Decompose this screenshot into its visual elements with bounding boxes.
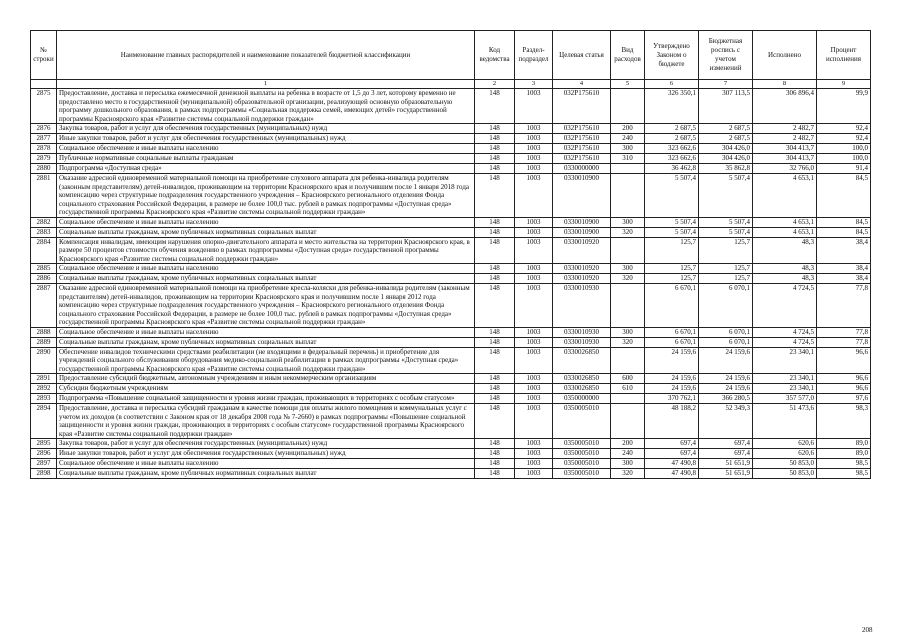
budget-list-amount: 6 070,1 bbox=[699, 327, 753, 337]
execution-percent: 92,4 bbox=[817, 124, 871, 134]
executed-amount: 48,3 bbox=[753, 274, 817, 284]
document-page bbox=[30, 30, 870, 479]
section-code: 1003 bbox=[515, 124, 553, 134]
row-name: Предоставление, доставка и пересылка ежемесячной денежной выплаты на ребенка в возрасте от 1,5 до 3 лет, которому временно не предоставлено место в государственной (муниципальной) образовательной организации, реализующей основную образовательную программу дошкольного образования, в рамках подпрограммы «Социальная поддержка семей, имеющих детей» государственной программы Красноярского края «Развитие системы социальной поддержки граждан» bbox=[57, 89, 475, 124]
budget-list-amount: 52 349,3 bbox=[699, 404, 753, 439]
row-number: 2891 bbox=[31, 374, 57, 384]
row-name: Социальные выплаты гражданам, кроме публичных нормативных социальных выплат bbox=[57, 274, 475, 284]
executed-amount: 2 482,7 bbox=[753, 134, 817, 144]
executed-amount: 306 896,4 bbox=[753, 89, 817, 124]
row-name: Оказание адресной единовременной материальной помощи на приобретение кресла-коляски для ребенка-инвалида родителям (законным представителям) детей-инвалидов, проживающим на территории Красноярского края и получившим после 1 января 2012 года компенсацию через структурные подразделения государственного учреждения – Красноярского регионального отделения Фонда социального страхования Российской Федерации, в размере не более 100,0 тыс. рублей в рамках подпрограммы «Доступная среда» государственной программы Красноярского края «Развитие системы социальной поддержки граждан» bbox=[57, 284, 475, 328]
row-number: 2886 bbox=[31, 274, 57, 284]
expense-type: 300 bbox=[611, 217, 645, 227]
col-number: 2 bbox=[475, 80, 515, 89]
table-row bbox=[31, 144, 871, 154]
expense-type: 320 bbox=[611, 227, 645, 237]
department-code: 148 bbox=[475, 439, 515, 449]
row-name: Иные закупки товаров, работ и услуг для обеспечения государственных (муниципальных) нужд bbox=[57, 449, 475, 459]
expense-type: 320 bbox=[611, 337, 645, 347]
execution-percent: 38,4 bbox=[817, 274, 871, 284]
col-header-row-number: № строки bbox=[31, 31, 57, 80]
expense-type: 300 bbox=[611, 144, 645, 154]
col-header-approved: Утверждено Законом о бюджете bbox=[645, 31, 699, 80]
section-code: 1003 bbox=[515, 174, 553, 218]
approved-amount: 24 159,6 bbox=[645, 384, 699, 394]
target-article: 0330010900 bbox=[553, 174, 611, 218]
row-name: Предоставление, доставка и пересылка субсидий гражданам в качестве помощи для оплаты жилого помещения и коммунальных услуг с учетом их доходов (в соответствии с Законом края от 18 декабря 2008 года № 7-2660) в рамках подпрограммы «Повышение социальной защищенности и уровня жизни граждан, проживающих в территориях с особым статусом» государственной программы Красноярского края «Развитие системы социальной поддержки граждан» bbox=[57, 404, 475, 439]
section-code: 1003 bbox=[515, 327, 553, 337]
budget-list-amount: 307 113,5 bbox=[699, 89, 753, 124]
expense-type bbox=[611, 174, 645, 218]
row-number: 2881 bbox=[31, 174, 57, 218]
row-name: Обеспечение инвалидов техническими средствами реабилитации (не входящими в федеральный перечень) и приобретение для учреждений социального обслуживания оборудования медико-социальной реабилитации в рамках подпрограммы «Доступная среда» государственной программы Красноярского края «Развитие системы социальной поддержки граждан» bbox=[57, 347, 475, 374]
executed-amount: 2 482,7 bbox=[753, 124, 817, 134]
expense-type: 240 bbox=[611, 134, 645, 144]
department-code: 148 bbox=[475, 264, 515, 274]
table-row bbox=[31, 449, 871, 459]
row-name: Социальное обеспечение и иные выплаты населению bbox=[57, 327, 475, 337]
col-number: 4 bbox=[553, 80, 611, 89]
executed-amount: 51 473,6 bbox=[753, 404, 817, 439]
expense-type bbox=[611, 347, 645, 374]
expense-type bbox=[611, 89, 645, 124]
target-article: 0350005010 bbox=[553, 404, 611, 439]
execution-percent: 89,0 bbox=[817, 449, 871, 459]
budget-list-amount: 5 507,4 bbox=[699, 217, 753, 227]
target-article: 032Р175610 bbox=[553, 89, 611, 124]
page-number: 208 bbox=[862, 626, 873, 634]
expense-type: 600 bbox=[611, 374, 645, 384]
department-code: 148 bbox=[475, 394, 515, 404]
row-name: Социальное обеспечение и иные выплаты населению bbox=[57, 264, 475, 274]
target-article: 032Р175610 bbox=[553, 134, 611, 144]
table-row bbox=[31, 394, 871, 404]
row-name: Социальные выплаты гражданам, кроме публичных нормативных социальных выплат bbox=[57, 469, 475, 479]
executed-amount: 304 413,7 bbox=[753, 144, 817, 154]
section-code: 1003 bbox=[515, 347, 553, 374]
execution-percent: 100,0 bbox=[817, 144, 871, 154]
budget-list-amount: 366 280,5 bbox=[699, 394, 753, 404]
target-article: 0330010920 bbox=[553, 237, 611, 264]
section-code: 1003 bbox=[515, 227, 553, 237]
department-code: 148 bbox=[475, 89, 515, 124]
execution-percent: 84,5 bbox=[817, 227, 871, 237]
section-code: 1003 bbox=[515, 154, 553, 164]
execution-percent: 98,5 bbox=[817, 469, 871, 479]
col-header-department-code: Код ведомства bbox=[475, 31, 515, 80]
col-header-expense-type: Вид расходов bbox=[611, 31, 645, 80]
department-code: 148 bbox=[475, 284, 515, 328]
execution-percent: 38,4 bbox=[817, 237, 871, 264]
budget-list-amount: 51 651,9 bbox=[699, 469, 753, 479]
col-number: 6 bbox=[645, 80, 699, 89]
budget-list-amount: 51 651,9 bbox=[699, 459, 753, 469]
target-article: 0350000000 bbox=[553, 394, 611, 404]
execution-percent: 96,6 bbox=[817, 374, 871, 384]
target-article: 0330010920 bbox=[553, 264, 611, 274]
executed-amount: 32 766,0 bbox=[753, 164, 817, 174]
col-header-executed: Исполнено bbox=[753, 31, 817, 80]
expense-type bbox=[611, 164, 645, 174]
col-number bbox=[31, 80, 57, 89]
row-name: Подпрограмма «Доступная среда» bbox=[57, 164, 475, 174]
col-number: 3 bbox=[515, 80, 553, 89]
section-code: 1003 bbox=[515, 284, 553, 328]
target-article: 0350005010 bbox=[553, 469, 611, 479]
row-number: 2876 bbox=[31, 124, 57, 134]
row-number: 2896 bbox=[31, 449, 57, 459]
expense-type: 320 bbox=[611, 469, 645, 479]
executed-amount: 4 653,1 bbox=[753, 217, 817, 227]
approved-amount: 47 490,8 bbox=[645, 469, 699, 479]
row-number: 2877 bbox=[31, 134, 57, 144]
row-name: Предоставление субсидий бюджетным, автономным учреждениям и иным некоммерческим организациям bbox=[57, 374, 475, 384]
executed-amount: 23 340,1 bbox=[753, 384, 817, 394]
col-number: 7 bbox=[699, 80, 753, 89]
execution-percent: 96,6 bbox=[817, 384, 871, 394]
col-number: 9 bbox=[817, 80, 871, 89]
execution-percent: 77,8 bbox=[817, 327, 871, 337]
header-number-row bbox=[31, 80, 871, 89]
target-article: 032Р175610 bbox=[553, 154, 611, 164]
department-code: 148 bbox=[475, 347, 515, 374]
row-number: 2882 bbox=[31, 217, 57, 227]
approved-amount: 5 507,4 bbox=[645, 227, 699, 237]
approved-amount: 323 662,6 bbox=[645, 144, 699, 154]
table-row bbox=[31, 174, 871, 218]
row-number: 2897 bbox=[31, 459, 57, 469]
row-number: 2893 bbox=[31, 394, 57, 404]
expense-type bbox=[611, 237, 645, 264]
department-code: 148 bbox=[475, 124, 515, 134]
approved-amount: 24 159,6 bbox=[645, 347, 699, 374]
executed-amount: 4 724,5 bbox=[753, 327, 817, 337]
executed-amount: 4 724,5 bbox=[753, 337, 817, 347]
section-code: 1003 bbox=[515, 237, 553, 264]
row-name: Социальные выплаты гражданам, кроме публичных нормативных социальных выплат bbox=[57, 227, 475, 237]
expense-type: 200 bbox=[611, 124, 645, 134]
row-name: Субсидии бюджетным учреждениям bbox=[57, 384, 475, 394]
execution-percent: 97,6 bbox=[817, 394, 871, 404]
department-code: 148 bbox=[475, 404, 515, 439]
budget-list-amount: 2 687,5 bbox=[699, 124, 753, 134]
row-number: 2887 bbox=[31, 284, 57, 328]
col-number: 1 bbox=[57, 80, 475, 89]
department-code: 148 bbox=[475, 274, 515, 284]
executed-amount: 620,6 bbox=[753, 449, 817, 459]
row-name: Социальное обеспечение и иные выплаты населению bbox=[57, 217, 475, 227]
table-row bbox=[31, 124, 871, 134]
target-article: 0330026850 bbox=[553, 374, 611, 384]
row-name: Компенсация инвалидам, имеющим нарушения опорно-двигательного аппарата и место жительства на территории Красноярского края, в размере 50 процентов стоимости обучения вождению в рамках подпрограммы «Доступная среда» государственной программы Красноярского края «Развитие системы социальной поддержки граждан» bbox=[57, 237, 475, 264]
row-name: Социальные выплаты гражданам, кроме публичных нормативных социальных выплат bbox=[57, 337, 475, 347]
approved-amount: 47 490,8 bbox=[645, 459, 699, 469]
expense-type bbox=[611, 404, 645, 439]
row-name: Публичные нормативные социальные выплаты гражданам bbox=[57, 154, 475, 164]
section-code: 1003 bbox=[515, 164, 553, 174]
target-article: 0330010920 bbox=[553, 274, 611, 284]
approved-amount: 323 662,6 bbox=[645, 154, 699, 164]
executed-amount: 48,3 bbox=[753, 237, 817, 264]
expense-type bbox=[611, 284, 645, 328]
row-number: 2879 bbox=[31, 154, 57, 164]
approved-amount: 697,4 bbox=[645, 449, 699, 459]
table-row bbox=[31, 154, 871, 164]
executed-amount: 357 577,0 bbox=[753, 394, 817, 404]
row-number: 2888 bbox=[31, 327, 57, 337]
header-row bbox=[31, 31, 871, 80]
expense-type: 300 bbox=[611, 459, 645, 469]
department-code: 148 bbox=[475, 154, 515, 164]
approved-amount: 326 350,1 bbox=[645, 89, 699, 124]
row-number: 2894 bbox=[31, 404, 57, 439]
section-code: 1003 bbox=[515, 274, 553, 284]
department-code: 148 bbox=[475, 237, 515, 264]
budget-list-amount: 304 426,0 bbox=[699, 154, 753, 164]
target-article: 0330010930 bbox=[553, 327, 611, 337]
department-code: 148 bbox=[475, 327, 515, 337]
expense-type: 200 bbox=[611, 439, 645, 449]
target-article: 0330010930 bbox=[553, 337, 611, 347]
executed-amount: 4 653,1 bbox=[753, 227, 817, 237]
section-code: 1003 bbox=[515, 384, 553, 394]
budget-list-amount: 697,4 bbox=[699, 449, 753, 459]
execution-percent: 96,6 bbox=[817, 347, 871, 374]
budget-list-amount: 24 159,6 bbox=[699, 347, 753, 374]
table-row bbox=[31, 164, 871, 174]
table-body bbox=[31, 89, 871, 479]
target-article: 0350005010 bbox=[553, 459, 611, 469]
row-name: Закупка товаров, работ и услуг для обеспечения государственных (муниципальных) нужд bbox=[57, 439, 475, 449]
table-row bbox=[31, 469, 871, 479]
row-number: 2883 bbox=[31, 227, 57, 237]
table-row bbox=[31, 374, 871, 384]
budget-list-amount: 6 070,1 bbox=[699, 337, 753, 347]
executed-amount: 48,3 bbox=[753, 264, 817, 274]
execution-percent: 98,3 bbox=[817, 404, 871, 439]
approved-amount: 370 762,1 bbox=[645, 394, 699, 404]
row-number: 2890 bbox=[31, 347, 57, 374]
execution-percent: 91,4 bbox=[817, 164, 871, 174]
row-number: 2892 bbox=[31, 384, 57, 394]
target-article: 0330026850 bbox=[553, 347, 611, 374]
table-row bbox=[31, 264, 871, 274]
budget-table bbox=[30, 30, 871, 479]
col-number: 8 bbox=[753, 80, 817, 89]
executed-amount: 50 853,0 bbox=[753, 469, 817, 479]
target-article: 0330026850 bbox=[553, 384, 611, 394]
row-number: 2875 bbox=[31, 89, 57, 124]
section-code: 1003 bbox=[515, 337, 553, 347]
department-code: 148 bbox=[475, 164, 515, 174]
section-code: 1003 bbox=[515, 469, 553, 479]
department-code: 148 bbox=[475, 217, 515, 227]
approved-amount: 48 188,2 bbox=[645, 404, 699, 439]
approved-amount: 36 462,8 bbox=[645, 164, 699, 174]
col-header-target-article: Целевая статья bbox=[553, 31, 611, 80]
table-row bbox=[31, 217, 871, 227]
budget-list-amount: 125,7 bbox=[699, 237, 753, 264]
row-number: 2895 bbox=[31, 439, 57, 449]
target-article: 0330000000 bbox=[553, 164, 611, 174]
approved-amount: 6 670,1 bbox=[645, 327, 699, 337]
budget-list-amount: 24 159,6 bbox=[699, 384, 753, 394]
approved-amount: 6 670,1 bbox=[645, 337, 699, 347]
department-code: 148 bbox=[475, 144, 515, 154]
section-code: 1003 bbox=[515, 404, 553, 439]
executed-amount: 304 413,7 bbox=[753, 154, 817, 164]
table-row bbox=[31, 337, 871, 347]
approved-amount: 125,7 bbox=[645, 274, 699, 284]
target-article: 032Р175610 bbox=[553, 124, 611, 134]
target-article: 0350005010 bbox=[553, 449, 611, 459]
col-header-name: Наименование главных распорядителей и наименование показателей бюджетной классификации bbox=[57, 31, 475, 80]
execution-percent: 84,5 bbox=[817, 174, 871, 218]
row-number: 2885 bbox=[31, 264, 57, 274]
row-name: Подпрограмма «Повышение социальной защищенности и уровня жизни граждан, проживающих в территориях с особым статусом» bbox=[57, 394, 475, 404]
budget-list-amount: 5 507,4 bbox=[699, 174, 753, 218]
row-number: 2898 bbox=[31, 469, 57, 479]
row-number: 2878 bbox=[31, 144, 57, 154]
budget-list-amount: 125,7 bbox=[699, 274, 753, 284]
execution-percent: 77,8 bbox=[817, 284, 871, 328]
row-name: Иные закупки товаров, работ и услуг для обеспечения государственных (муниципальных) нужд bbox=[57, 134, 475, 144]
department-code: 148 bbox=[475, 174, 515, 218]
target-article: 0330010900 bbox=[553, 227, 611, 237]
approved-amount: 2 687,5 bbox=[645, 134, 699, 144]
table-row bbox=[31, 459, 871, 469]
section-code: 1003 bbox=[515, 374, 553, 384]
col-number: 5 bbox=[611, 80, 645, 89]
col-header-percent: Процент исполнения bbox=[817, 31, 871, 80]
table-row bbox=[31, 134, 871, 144]
execution-percent: 92,4 bbox=[817, 134, 871, 144]
table-row bbox=[31, 284, 871, 328]
row-name: Социальное обеспечение и иные выплаты населению bbox=[57, 459, 475, 469]
approved-amount: 5 507,4 bbox=[645, 174, 699, 218]
budget-list-amount: 5 507,4 bbox=[699, 227, 753, 237]
approved-amount: 2 687,5 bbox=[645, 124, 699, 134]
table-row bbox=[31, 237, 871, 264]
section-code: 1003 bbox=[515, 449, 553, 459]
execution-percent: 99,9 bbox=[817, 89, 871, 124]
section-code: 1003 bbox=[515, 89, 553, 124]
approved-amount: 125,7 bbox=[645, 264, 699, 274]
target-article: 0330010900 bbox=[553, 217, 611, 227]
execution-percent: 100,0 bbox=[817, 154, 871, 164]
table-row bbox=[31, 227, 871, 237]
table-row bbox=[31, 384, 871, 394]
department-code: 148 bbox=[475, 227, 515, 237]
table-row bbox=[31, 439, 871, 449]
section-code: 1003 bbox=[515, 134, 553, 144]
department-code: 148 bbox=[475, 449, 515, 459]
section-code: 1003 bbox=[515, 394, 553, 404]
row-name: Оказание адресной единовременной материальной помощи на приобретение слухового аппарата для ребенка-инвалида родителям (законным представителям) детей-инвалидов, проживающим на территории Красноярского края и получившим после 1 января 2018 года компенсацию через структурные подразделения государственного учреждения – Красноярского регионального отделения Фонда социального страхования Российской Федерации, в размере не более 100,0 тыс. рублей в рамках подпрограммы «Доступная среда» государственной программы Красноярского края «Развитие системы социальной поддержки граждан» bbox=[57, 174, 475, 218]
col-header-budget-list: Бюджетная роспись с учетом изменений bbox=[699, 31, 753, 80]
executed-amount: 4 653,1 bbox=[753, 174, 817, 218]
budget-list-amount: 24 159,6 bbox=[699, 374, 753, 384]
department-code: 148 bbox=[475, 384, 515, 394]
executed-amount: 620,6 bbox=[753, 439, 817, 449]
table-row bbox=[31, 274, 871, 284]
expense-type: 310 bbox=[611, 154, 645, 164]
table-row bbox=[31, 404, 871, 439]
department-code: 148 bbox=[475, 337, 515, 347]
expense-type: 300 bbox=[611, 327, 645, 337]
approved-amount: 24 159,6 bbox=[645, 374, 699, 384]
department-code: 148 bbox=[475, 134, 515, 144]
department-code: 148 bbox=[475, 469, 515, 479]
budget-list-amount: 304 426,0 bbox=[699, 144, 753, 154]
table-row bbox=[31, 327, 871, 337]
expense-type: 320 bbox=[611, 274, 645, 284]
execution-percent: 38,4 bbox=[817, 264, 871, 274]
approved-amount: 6 670,1 bbox=[645, 284, 699, 328]
row-number: 2884 bbox=[31, 237, 57, 264]
budget-list-amount: 35 862,8 bbox=[699, 164, 753, 174]
execution-percent: 98,5 bbox=[817, 459, 871, 469]
executed-amount: 23 340,1 bbox=[753, 347, 817, 374]
execution-percent: 89,0 bbox=[817, 439, 871, 449]
budget-list-amount: 125,7 bbox=[699, 264, 753, 274]
approved-amount: 5 507,4 bbox=[645, 217, 699, 227]
expense-type: 610 bbox=[611, 384, 645, 394]
row-name: Закупка товаров, работ и услуг для обеспечения государственных (муниципальных) нужд bbox=[57, 124, 475, 134]
section-code: 1003 bbox=[515, 144, 553, 154]
budget-list-amount: 2 687,5 bbox=[699, 134, 753, 144]
target-article: 0350005010 bbox=[553, 439, 611, 449]
section-code: 1003 bbox=[515, 217, 553, 227]
budget-list-amount: 6 070,1 bbox=[699, 284, 753, 328]
section-code: 1003 bbox=[515, 439, 553, 449]
executed-amount: 4 724,5 bbox=[753, 284, 817, 328]
executed-amount: 50 853,0 bbox=[753, 459, 817, 469]
section-code: 1003 bbox=[515, 459, 553, 469]
section-code: 1003 bbox=[515, 264, 553, 274]
expense-type: 300 bbox=[611, 264, 645, 274]
row-name: Социальное обеспечение и иные выплаты населению bbox=[57, 144, 475, 154]
department-code: 148 bbox=[475, 374, 515, 384]
target-article: 032Р175610 bbox=[553, 144, 611, 154]
table-row bbox=[31, 347, 871, 374]
execution-percent: 77,8 bbox=[817, 337, 871, 347]
execution-percent: 84,5 bbox=[817, 217, 871, 227]
approved-amount: 125,7 bbox=[645, 237, 699, 264]
row-number: 2889 bbox=[31, 337, 57, 347]
expense-type bbox=[611, 394, 645, 404]
budget-list-amount: 697,4 bbox=[699, 439, 753, 449]
executed-amount: 23 340,1 bbox=[753, 374, 817, 384]
table-row bbox=[31, 89, 871, 124]
approved-amount: 697,4 bbox=[645, 439, 699, 449]
col-header-section: Раздел-подраздел bbox=[515, 31, 553, 80]
target-article: 0330010930 bbox=[553, 284, 611, 328]
department-code: 148 bbox=[475, 459, 515, 469]
row-number: 2880 bbox=[31, 164, 57, 174]
expense-type: 240 bbox=[611, 449, 645, 459]
